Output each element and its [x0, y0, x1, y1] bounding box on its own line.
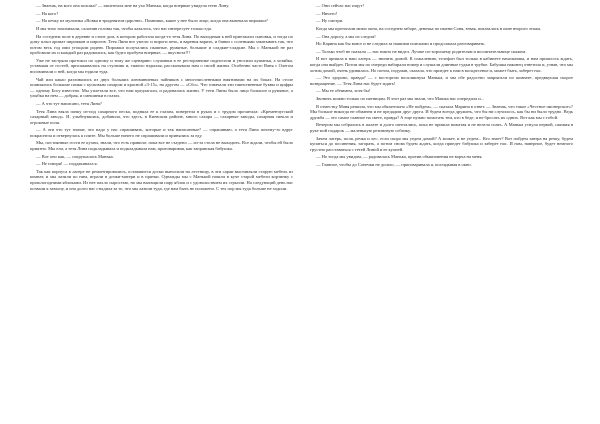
- right-paragraph-12: В отместку Маня решила, что мы обязательно «Не пойдем», — сказала Марина в ответ. — Знаешь, что такое «Честное пионерское»? Мы больше никогда не обманем и не предадим друг друга. И будем всегда дружить, что бы ни случилось, как бы ни было трудно. Ведь дружба — это самое главное на свете, правда? А еще нужно помогать тем, кто в беде, и не бросать их одних. Вот как мы с тобой.: [310, 103, 573, 120]
- left-paragraph-6: Уже не застряла протокол по одному и тому же сценарию: служанки в ее ресторанчике подносили и уносили кушанья, а хозяйка, уставшая от гостей, присаживалась на стульчик и, тяжело вздыхая, рассказывала нам о своей жизни. Особенно часто Ваня с Олегом вспоминали о ней, когда мы ездили туда.: [30, 57, 293, 74]
- right-paragraph-4: Когда мы протопали мимо окна, на соседнем заборе, девочка по имени Соня, зевая, показалась в окне второго этажа.: [316, 25, 542, 31]
- left-paragraph-14: Так как корпуса в лагере не ремонтировались, оставшиеся доски выносили на лестницу, в эти сараи выставляли старую мебель из комнат, и мы лазили по ним, играли в дочки-матери и в прятки. Однажды мы с Манькой нашли в куче старой мебели корзинку с прошлогодними яблоками. Из нее пахло сыростью, но мы вытащили пару яблок и с удовольствием их сгрызли. На следующий день нас позвали к завхозу, и она долго нас стыдила за то, что мы лазили туда, где нам быть не положено. С тех пор мы туда больше не ходили.: [30, 168, 293, 191]
- right-paragraph-8: И вот пришла в наш лагерь — звонить домой. К сожалению, телефон был только в кабинете начальника, и нам пришлось ждать, когда она выйдет. Потом мы по очереди набирали номер и слушали длинные гудки в трубке. Бабушка наконец ответила и, узнав, что мы хотим домой, очень удивилась. Но потом, подумав, сказала, что приедет к нам в воскресенье и, может быть, заберет нас.: [310, 56, 573, 73]
- right-paragraph-6: Но Карина как бы вовсе и не следила за нашими поисками и продолжала разговаривать.: [316, 41, 486, 47]
- left-paragraph-11: Мы, постоянные гости ее кухни, знали, что есть правило: пока все не съедено — из-за стола не выходить. Все ждали, чтобы ей было приятно. Мы ели, а тетя Лина подкладывала и подкладывала нам, приговаривая, как заправская бабушка.: [30, 140, 293, 151]
- right-paragraph-5: — Она дорогу, а мы из следом!: [316, 33, 376, 39]
- right-paragraph-16: — Главное, чтобы до Сонечки не дошло, — приговаривала я, поглядывая в окно.: [316, 161, 472, 167]
- left-paragraph-3: — На печку из мультика «Вовка в тридевятом царстве». Помнишь, какое у нее было лицо, когда она выпекала пирожки?: [36, 18, 268, 24]
- right-page: [310, 3, 573, 421]
- right-paragraph-1: — Они сейчас нас ищут!: [316, 3, 364, 8]
- right-paragraph-9: — Это здорово, правда? — с восторгом воскликнула Манька, и мы обе радостно запрыгали по комнате, предвкушая скорое возвращение. — Тетя Лина нас будет ждать!: [310, 75, 573, 86]
- left-paragraph-12: — Вот оно как, — сокрушалась Манька.: [36, 153, 114, 159]
- left-paragraph-13: — Не говори! — поддакивала я.: [36, 161, 98, 167]
- right-paragraph-15: — Но тогда мы увидим, — радовалась Манька, против обыкновения не ворча на меня.: [316, 154, 483, 160]
- right-paragraph-3: — Ну смотри.: [316, 18, 344, 24]
- right-paragraph-2: — Ничего!: [316, 10, 338, 16]
- right-paragraph-7: — Только чтоб не сказали — нас никто не видел. Лучше по-хорошему родителям и воспитательнице скажем.: [316, 48, 527, 54]
- left-paragraph-10: — А эти что тут значат, что надо у нас спрашивать, которые и так написанные? — спрашиваю, а тетя Лина почему-то вдруг покраснела и отвернулась к плите. Мы больше ничего не спрашивали и принялись за еду.: [30, 127, 293, 138]
- right-paragraph-14: Зачем лагерь, поля, речка и лес, если скоро мы уедем домой? А может, и не уедем... Кто знает? Вот пойдем завтра на речку, будем купаться до посинения, загорать, а потом снова будем ждать, когда приедет бабушка и заберет нас. И нам, наверное, будет немного грустно расставаться с тетей Линой и ее кухней.: [310, 135, 573, 152]
- right-paragraph-11: Звонить можно только по пятницам. В этот раз мы знали, что Машка нас опередила и...: [316, 96, 485, 102]
- right-paragraph-13: Вечером мы собрались в палате и долго шептались, пока не пришла вожатая и не велела спать. А Манька уснула первой, сжимая в руке мой подарок — маленькую резиновую собачку.: [310, 122, 573, 133]
- left-paragraph-8: — А что тут написано, тетя Лина?: [36, 100, 102, 106]
- left-page: [30, 3, 293, 421]
- left-paragraph-9: Тетя Лина взяла пачку из-под сахарного песка, подняла ее к глазам, повертела в руках и с трудом прочитала: «Кременчугский сахарный завод». И, улыбнувшись, добавила, что здесь, в Киевском районе, много сахара — сахарные заводы, сахарная свекла и огромные поля.: [30, 108, 293, 125]
- left-paragraph-1: — Знаешь, на кого она похожа? — зашептала мне на ухо Манька, когда впервые увидела тетю Лину.: [36, 3, 230, 8]
- left-paragraph-7: Чай или какао разливались из двух больших алюминиевых чайников с многочисленными вмятинами на их боках. На столе появлялись большие пачки с кусковым сахаром и красной «3-15», на другом — «Сбо». Что означали эти таинственные буквы и цифры — одному Богу известно. Мы уплетали все, что нам предлагали, и радовались жизни. У тети Лины было лицо большое и румяное, а улыбка на нем — добрая, и смешинки в глазах.: [30, 76, 293, 99]
- right-paragraph-10: — Мы ее обнимем, хотя бы!: [316, 88, 371, 94]
- left-paragraph-2: — На кого?: [36, 10, 59, 16]
- left-paragraph-4: И мы тихо захихикали, склонив головы так, чтобы казалось, что нас интересует только еда.: [36, 25, 212, 31]
- left-paragraph-5: На соседнем поле в деревне и стоит дом, в котором работала когда-то тетя Лина. По выходным к ней приезжали сыновья, и тогда по дому плыл аромат пирожков и пирогов. Тетя Лина все умела: и пироги печь, и варенья варить, и банки с соленьями закатывать так, что потом весь год ими угощали родню. Пирожки получались пышные, румяные, большие и сладкие-сладкие. Мы с Манькой не раз пробовали их и каждый раз радовались, как будто пробуем впервые, — вкуснота!!!: [30, 33, 293, 56]
